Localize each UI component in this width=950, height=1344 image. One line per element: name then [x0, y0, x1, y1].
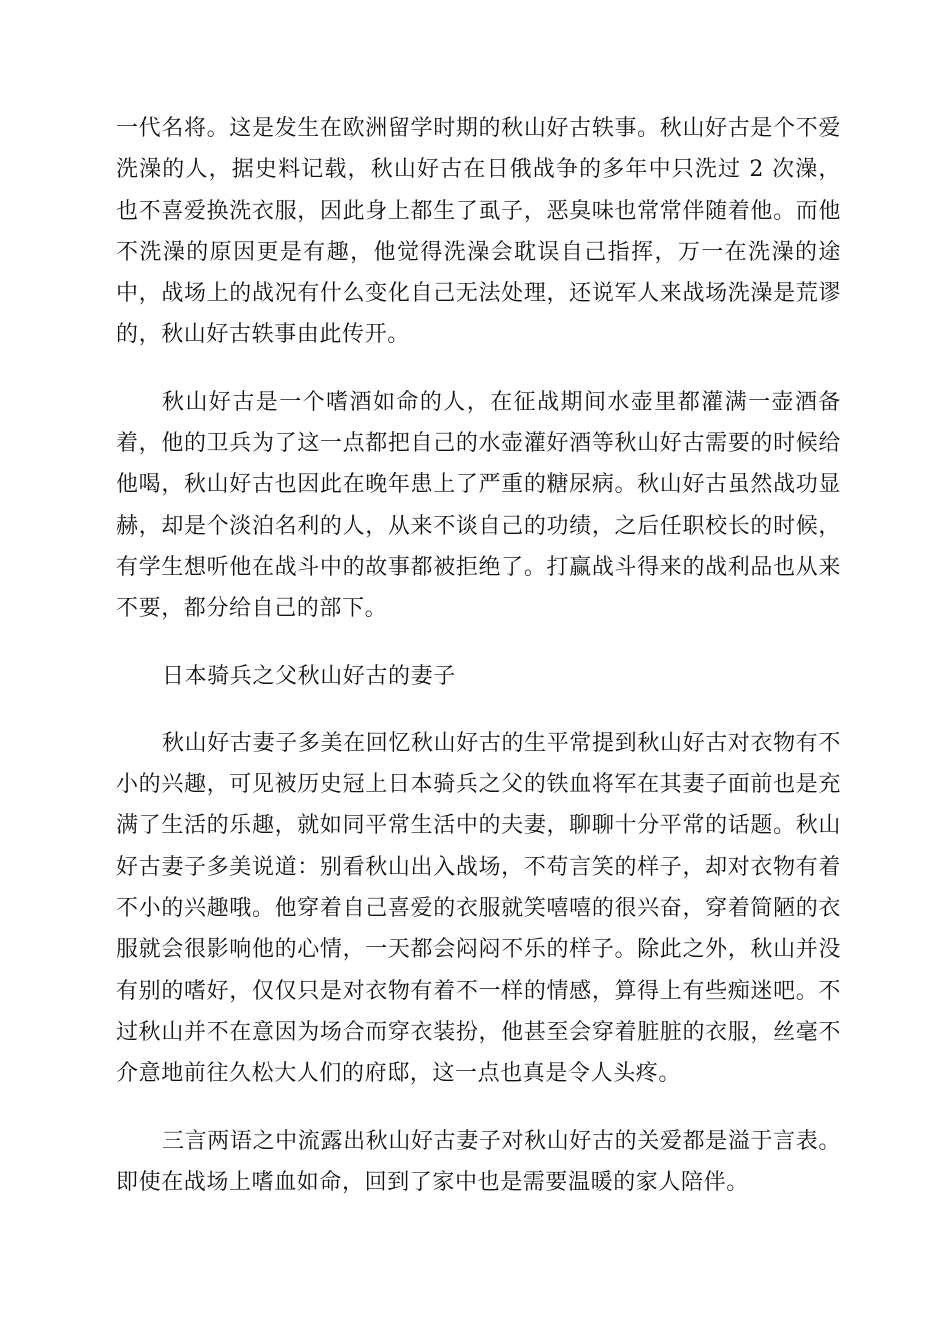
paragraph-closing: 三言两语之中流露出秋山好古妻子对秋山好古的关爱都是溢于言表。即使在战场上嗜血如命，回到了家中也是需要温暖的家人陪伴。: [116, 1128, 841, 1195]
paragraph-drinking: 秋山好古是一个嗜酒如命的人，在征战期间水壶里都灌满一壶酒备着，他的卫兵为了这一点都把自己的水壶灌好酒等秋山好古需要的时候给他喝，秋山好古也因此在晚年患上了严重的糖尿病。秋山好古虽然战功显赫，却是个淡泊名利的人，从来不谈自己的功绩，之后任职校长的时候，有学生想听他在战斗中的故事都被拒绝了。打赢战斗得来的战利品也从来不要，都分给自己的部下。: [116, 389, 841, 622]
section-heading: 日本骑兵之父秋山好古的妻子: [162, 663, 456, 689]
paragraph-continuation: 一代名将。这是发生在欧洲留学时期的秋山好古轶事。秋山好古是个不爱洗澡的人，据史料记载，秋山好古在日俄战争的多年中只洗过 2 次澡，也不喜爱换洗衣服，因此身上都生了虱子，恶臭味也常常伴随着他。而他不洗澡的原因更是有趣，他觉得洗澡会耽误自己指挥，万一在洗澡的途中，战场上的战况有什么变化自己无法处理，还说军人来战场洗澡是荒谬的，秋山好古轶事由此传开。: [116, 116, 841, 348]
document-body: [116, 108, 841, 1229]
paragraph-wife: 秋山好古妻子多美在回忆秋山好古的生平常提到秋山好古对衣物有不小的兴趣，可见被历史冠上日本骑兵之父的铁血将军在其妻子面前也是充满了生活的乐趣，就如同平常生活中的夫妻，聊聊十分平常的话题。秋山好古妻子多美说道：别看秋山出入战场，不苟言笑的样子，却对衣物有着不小的兴趣哦。他穿着自己喜爱的衣服就笑嘻嘻的很兴奋，穿着简陋的衣服就会很影响他的心情，一天都会闷闷不乐的样子。除此之外，秋山并没有别的嗜好，仅仅只是对衣物有着不一样的情感，算得上有些痴迷吧。不过秋山并不在意因为场合而穿衣装扮，他甚至会穿着脏脏的衣服，丝毫不介意地前往久松大人们的府邸，这一点也真是令人头疼。: [116, 730, 841, 1087]
